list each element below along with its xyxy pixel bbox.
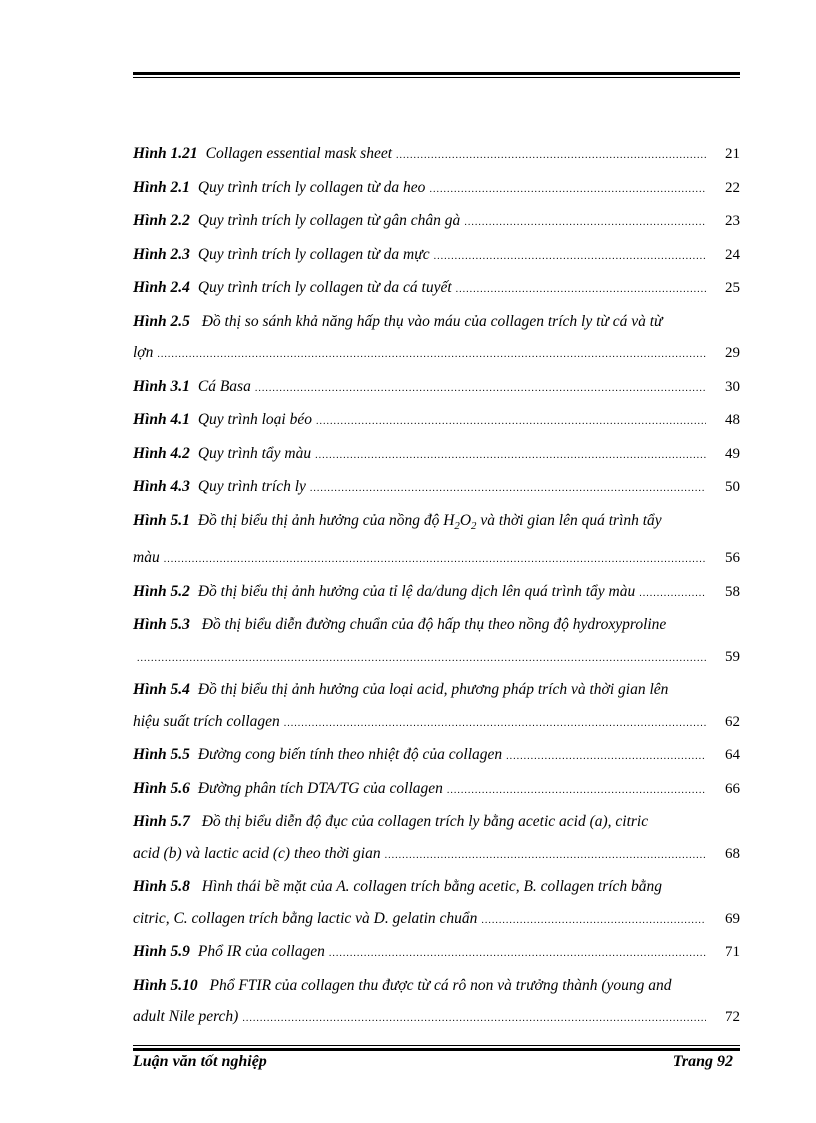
figure-title: Hình thái bề mặt của A. collagen trích bằng acetic, B. collagen trích bằng — [201, 878, 663, 896]
toc-entry[interactable] — [133, 576, 740, 610]
page-number: 56 — [725, 550, 740, 567]
page-number: 21 — [725, 146, 740, 162]
page-number: 71 — [725, 944, 740, 961]
toc-entry[interactable] — [133, 239, 740, 273]
page-number: 66 — [725, 780, 740, 797]
toc-entry[interactable] — [133, 306, 740, 371]
toc-entry[interactable] — [133, 871, 740, 936]
page-number: 48 — [725, 412, 740, 428]
figure-label: Hình 1.21 — [133, 145, 198, 162]
dot-leader — [329, 936, 706, 970]
figure-title: Quy trình loại béo — [197, 411, 312, 428]
figure-title: Đồ thị biểu diễn độ đục của collagen trích ly bằng acetic acid (a), citric — [201, 813, 649, 831]
toc-entry[interactable] — [133, 936, 740, 970]
figure-label: Hình 4.2 — [133, 444, 190, 462]
toc-entry[interactable] — [133, 739, 740, 773]
figure-label: Hình 5.8 — [133, 878, 190, 896]
page-number: 64 — [725, 747, 740, 764]
toc-entry[interactable] — [133, 471, 740, 505]
figure-title: Đồ thị biểu diễn đường chuẩn của độ hấp thụ theo nồng độ hydroxyproline — [201, 616, 667, 634]
toc-entry[interactable] — [133, 205, 740, 239]
figure-title: Quy trình trích ly collagen từ gân chân gà — [197, 212, 461, 229]
page-number: 49 — [725, 445, 740, 462]
dot-leader — [639, 576, 706, 610]
figure-label: Hình 4.3 — [133, 478, 190, 495]
figure-label: Hình 5.2 — [133, 582, 190, 600]
footer-page-number: Trang 92 — [672, 1053, 733, 1070]
toc-entry[interactable] — [133, 505, 740, 576]
dot-leader — [315, 438, 706, 472]
dot-leader — [456, 272, 706, 306]
page-number: 62 — [725, 713, 740, 730]
figure-title: Collagen essential mask sheet — [205, 145, 393, 162]
toc-entry[interactable] — [133, 371, 740, 405]
figure-title: Đồ thị biểu thị ảnh hưởng của loại acid, phương pháp trích và thời gian lên — [197, 681, 669, 699]
page-number: 68 — [725, 845, 740, 862]
page-number: 69 — [725, 910, 740, 927]
toc-entry[interactable] — [133, 404, 740, 438]
figure-list — [133, 138, 740, 1035]
figure-title: Quy trình trích ly collagen từ da cá tuyết — [197, 279, 452, 296]
figure-title: Phổ IR của collagen — [197, 943, 325, 961]
figure-title-continued: acid (b) và lactic acid (c) theo thời gian — [133, 844, 381, 862]
page-footer — [133, 1053, 733, 1071]
figure-title: Quy trình trích ly collagen từ da heo — [197, 178, 426, 196]
figure-title: Phổ FTIR của collagen thu được từ cá rô non và trưởng thành (young and — [209, 976, 672, 994]
dot-leader — [506, 739, 706, 773]
figure-label: Hình 5.5 — [133, 746, 190, 764]
dot-leader — [396, 138, 706, 172]
figure-label: Hình 2.3 — [133, 245, 190, 263]
figure-title: Quy trình trích ly — [197, 478, 306, 495]
figure-title-continued: citric, C. collagen trích bằng lactic và D. gelatin chuẩn — [133, 909, 478, 927]
toc-entry[interactable] — [133, 272, 740, 306]
figure-title: Quy trình tẩy màu — [197, 444, 312, 462]
dot-leader — [447, 773, 706, 807]
header-rule — [133, 72, 740, 78]
figure-label: Hình 2.4 — [133, 279, 190, 296]
figure-title: Đường phân tích DTA/TG của collagen — [197, 779, 443, 797]
figure-label: Hình 5.10 — [133, 976, 198, 994]
footer-rule — [133, 1045, 740, 1051]
page-number: 59 — [725, 648, 740, 665]
page-number: 22 — [725, 179, 740, 196]
figure-title: Đồ thị biểu thị ảnh hưởng của tỉ lệ da/dung dịch lên quá trình tẩy màu — [197, 582, 636, 600]
toc-entry[interactable] — [133, 609, 740, 674]
figure-title: Đồ thị biểu thị ảnh hưởng của nồng độ $H_2O_2$ và thời gian lên quá trình tẩy — [197, 511, 662, 532]
figure-title: Quy trình trích ly collagen từ da mực — [197, 245, 430, 263]
figure-label: Hình 4.1 — [133, 411, 190, 428]
figure-label: Hình 5.1 — [133, 511, 190, 529]
dot-leader — [255, 371, 706, 405]
page-number: 30 — [725, 378, 740, 395]
footer-thesis-label: Luận văn tốt nghiệp — [133, 1053, 267, 1070]
figure-title-continued: màu — [133, 549, 160, 567]
dot-leader — [310, 471, 706, 505]
figure-title-continued: adult Nile perch) — [133, 1008, 239, 1026]
page-number: 72 — [725, 1009, 740, 1026]
figure-label: Hình 2.2 — [133, 212, 190, 229]
toc-entry[interactable] — [133, 970, 740, 1035]
figure-label: Hình 2.1 — [133, 178, 190, 196]
figure-label: Hình 5.3 — [133, 616, 190, 634]
page-number: 25 — [725, 280, 740, 296]
page-number: 24 — [725, 246, 740, 263]
figure-label: Hình 2.5 — [133, 312, 190, 330]
toc-entry[interactable] — [133, 172, 740, 206]
figure-label: Hình 5.6 — [133, 779, 190, 797]
dot-leader — [157, 337, 706, 371]
figure-title-continued: lợn — [133, 344, 154, 361]
figure-label: Hình 5.9 — [133, 943, 190, 961]
toc-entry[interactable] — [133, 438, 740, 472]
dot-leader — [164, 542, 706, 576]
page-number: 29 — [725, 345, 740, 361]
figure-title: Đồ thị so sánh khả năng hấp thụ vào máu của collagen trích ly từ cá và từ — [201, 312, 663, 330]
page-number: 23 — [725, 213, 740, 229]
dot-leader — [316, 404, 706, 438]
page-number: 50 — [725, 479, 740, 495]
dot-leader — [429, 172, 706, 206]
dot-leader — [481, 903, 706, 937]
toc-entry[interactable] — [133, 773, 740, 807]
dot-leader — [242, 1001, 706, 1035]
figure-title-continued: hiệu suất trích collagen — [133, 712, 280, 730]
dot-leader — [464, 205, 706, 239]
dot-leader — [434, 239, 706, 273]
page-number: 58 — [725, 583, 740, 600]
figure-title: Cá Basa — [197, 377, 251, 395]
toc-entry[interactable] — [133, 806, 740, 871]
figure-label: Hình 5.4 — [133, 681, 190, 699]
figure-label: Hình 3.1 — [133, 377, 190, 395]
dot-leader — [385, 838, 706, 872]
toc-entry[interactable] — [133, 674, 740, 739]
dot-leader — [137, 641, 706, 675]
toc-entry[interactable] — [133, 138, 740, 172]
figure-label: Hình 5.7 — [133, 813, 190, 831]
dot-leader — [284, 706, 706, 740]
figure-title: Đường cong biến tính theo nhiệt độ của collagen — [197, 746, 503, 764]
